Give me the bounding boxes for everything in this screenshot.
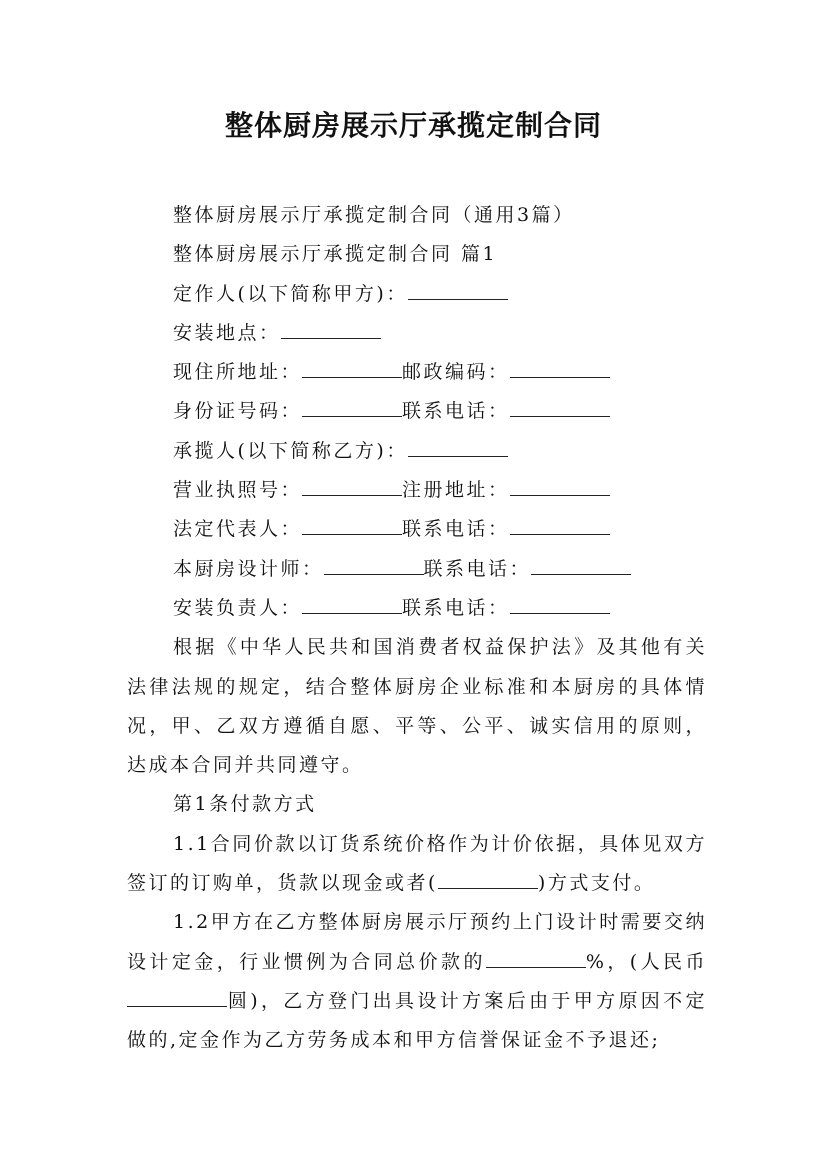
clause-1-1 bbox=[127, 825, 707, 904]
field-label: 身份证号码： bbox=[173, 400, 303, 423]
legal-rep-phone-field bbox=[127, 510, 707, 549]
field-label: 安装负责人： bbox=[173, 596, 303, 619]
fill-blank[interactable] bbox=[510, 361, 610, 378]
id-phone-field bbox=[127, 392, 707, 431]
fill-blank[interactable] bbox=[302, 597, 402, 614]
field-label: 邮政编码： bbox=[402, 361, 510, 384]
fill-blank[interactable] bbox=[302, 400, 402, 417]
article-heading: 第1条付款方式 bbox=[173, 793, 317, 816]
field-label: 联系电话： bbox=[423, 557, 532, 580]
fill-blank[interactable] bbox=[438, 872, 538, 889]
basis-paragraph: 根据《中华人民共和国消费者权益保护法》及其他有关法律法规的规定，结合整体厨房企业标准和本厨房的具体情况，甲、乙双方遵循自愿、平等、公平、诚实信用的原则，达成本合同并共同遵守。 bbox=[127, 636, 707, 777]
fill-blank[interactable] bbox=[324, 558, 424, 575]
fill-blank[interactable] bbox=[510, 518, 610, 535]
address-postcode-field bbox=[127, 353, 707, 392]
document-title: 整体厨房展示厅承揽定制合同 bbox=[224, 109, 602, 142]
party-a-field bbox=[127, 275, 707, 314]
fill-blank[interactable] bbox=[281, 322, 381, 339]
field-label: 注册地址： bbox=[402, 479, 510, 502]
clause-text: %，(人民币 bbox=[585, 950, 707, 973]
field-label: 法定代表人： bbox=[173, 518, 303, 541]
clause-1-2 bbox=[127, 903, 707, 1060]
clause-text: 圆)，乙方登门出具设计方案后由于甲方原因不定做的,定金作为乙方劳务成本和甲方信誉保证金不予退还; bbox=[127, 989, 707, 1052]
party-b-field bbox=[127, 432, 707, 471]
clause-text: )方式支付。 bbox=[537, 872, 656, 895]
fill-blank[interactable] bbox=[302, 479, 402, 496]
field-label: 联系电话： bbox=[402, 518, 510, 541]
clause-text: 1.1合同价款以订货系统价格作为计价依据，具体见双方签订的订购单，货款以现金或者( bbox=[127, 832, 707, 895]
field-label: 现住所地址： bbox=[173, 361, 303, 384]
field-label: 营业执照号： bbox=[173, 479, 303, 502]
fill-blank[interactable] bbox=[127, 990, 227, 1007]
install-location-field bbox=[127, 314, 707, 353]
fill-blank[interactable] bbox=[510, 400, 610, 417]
fill-blank[interactable] bbox=[302, 518, 402, 535]
field-label: 承揽人(以下简称乙方)： bbox=[173, 439, 408, 462]
fill-blank[interactable] bbox=[302, 361, 402, 378]
field-label: 定作人(以下简称甲方)： bbox=[173, 282, 408, 305]
fill-blank[interactable] bbox=[408, 282, 508, 299]
fill-blank[interactable] bbox=[408, 440, 508, 457]
section-heading: 整体厨房展示厅承揽定制合同 篇1 bbox=[173, 243, 498, 266]
contract-subtitle: 整体厨房展示厅承揽定制合同（通用3篇） bbox=[173, 204, 575, 226]
fill-blank[interactable] bbox=[531, 558, 631, 575]
fill-blank[interactable] bbox=[510, 479, 610, 496]
designer-phone-field bbox=[127, 550, 707, 589]
document-body bbox=[127, 196, 707, 1061]
license-address-field bbox=[127, 471, 707, 510]
field-label: 联系电话： bbox=[402, 596, 510, 619]
installer-phone-field bbox=[127, 589, 707, 628]
field-label: 本厨房设计师： bbox=[173, 557, 324, 580]
field-label: 安装地点： bbox=[173, 321, 281, 344]
fill-blank[interactable] bbox=[510, 597, 610, 614]
fill-blank[interactable] bbox=[486, 951, 586, 968]
clause-text: 1.2甲方在乙方整体厨房展示厅预约上门设计时需要交纳设计定金，行业惯例为合同总价款的 bbox=[127, 911, 707, 973]
field-label: 联系电话： bbox=[402, 400, 510, 423]
